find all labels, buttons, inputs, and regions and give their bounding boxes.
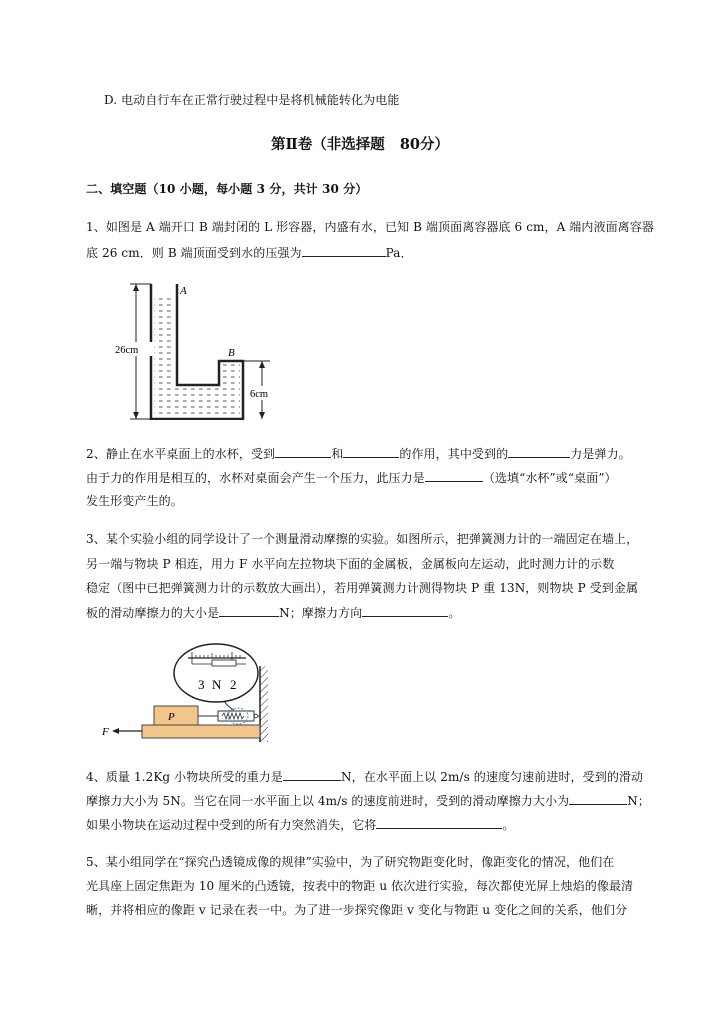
q1-answer-blank[interactable] <box>302 244 386 257</box>
arrow-up-small-icon <box>259 361 265 368</box>
q1-line-1: 1、如图是 A 端开口 B 端封闭的 L 形容器，内盛有水，已知 B 端顶面离容器底 6 cm，A 端内液面离容器 <box>86 220 654 234</box>
q5-line-3: 晰，并将相应的像距 v 记录在表一中。为了进一步探究像距 v 变化与物距 u 变化之间的关系，他们分 <box>86 903 628 917</box>
q3-blank-2[interactable] <box>362 604 448 617</box>
metal-plate <box>142 725 260 738</box>
l-container-figure <box>110 278 280 420</box>
q4-text-e: 如果小物块在运动过程中受到的所有力突然消失，它将 <box>86 818 377 832</box>
q2-text-f: （选填“水杯”或“桌面”） <box>482 471 617 485</box>
q4-text-d: N； <box>627 794 650 808</box>
q3-line-1: 3、某个实验小组的同学设计了一个测量滑动摩擦的实验。如图所示，把弹簧测力计的一端固定在墙上， <box>86 532 639 546</box>
q3-line-4 <box>86 604 460 621</box>
scale-unit: N <box>212 677 222 692</box>
friction-experiment-figure <box>100 640 290 744</box>
q2-blank-1[interactable] <box>275 445 331 458</box>
part-title: 第Ⅱ卷（非选择题 80分） <box>270 136 450 153</box>
q4-blank-3[interactable] <box>376 816 502 829</box>
scale-left-number: 3 <box>198 677 205 692</box>
q1-line-2 <box>86 244 413 261</box>
q2-blank-4[interactable] <box>425 469 483 482</box>
q3-line-3: 稳定（图中已把弹簧测力计的示数放大画出），若用弹簧测力计测得物块 P 重 13N，则物块 P 受到金属 <box>86 581 639 595</box>
arrow-left-icon <box>112 728 119 734</box>
wall-hatch <box>260 666 268 742</box>
q3-line-2: 另一端与物块 P 相连，用力 F 水平向左拉物块下面的金属板，金属板向左运动，此时测力计的示数 <box>86 557 615 571</box>
label-6cm: 6cm <box>250 389 269 400</box>
q4-line-3 <box>86 816 515 833</box>
q2-line-2 <box>86 469 617 486</box>
q1-text: 底 26 cm．则 B 端顶面受到水的压强为 <box>86 246 302 260</box>
q2-text-a: 2、静止在水平桌面上的水杯，受到 <box>86 447 276 461</box>
q3-blank-1[interactable] <box>219 604 279 617</box>
label-26cm: 26cm <box>115 345 139 356</box>
force-label: F <box>102 726 109 738</box>
q4-line-2 <box>86 792 650 809</box>
scale-right-number: 2 <box>230 677 237 692</box>
q5-line-1: 5、某小组同学在“探究凸透镜成像的规律”实验中，为了研究物距变化时，像距变化的情况，他们在 <box>86 855 615 869</box>
option-d: D. 电动自行车在正常行驶过程中是将机械能转化为电能 <box>104 93 400 107</box>
q2-text-d: 力是弹力。 <box>570 447 631 461</box>
q4-text-a: 4、质量 1.2Kg 小物块所受的重力是 <box>86 770 283 784</box>
q2-line-3: 发生形变产生的。 <box>86 494 183 508</box>
block-p <box>154 706 198 725</box>
q2-text-e: 由于力的作用是相互的，水杯对桌面会产生一个压力，此压力是 <box>86 471 425 485</box>
q4-text-b: N，在水平面上以 2m/s 的速度匀速前进时，受到的滑动 <box>341 770 644 784</box>
arrow-down-small-icon <box>259 412 265 419</box>
q1-unit: Pa． <box>385 246 413 260</box>
q4-text-c: 摩擦力大小为 5N。当它在同一水平面上以 4m/s 的速度前进时，受到的滑动摩擦力大小为 <box>86 794 570 808</box>
q2-text-b: 和 <box>331 447 344 461</box>
section-heading: 二、填空题（10 小题，每小题 3 分，共计 30 分） <box>86 182 368 196</box>
q2-text-c: 的作用，其中受到的 <box>399 447 509 461</box>
q3-text-b: N；摩擦力方向 <box>279 606 363 620</box>
bubble-tail <box>224 701 234 710</box>
q2-line-1 <box>86 445 631 462</box>
q4-blank-2[interactable] <box>569 792 627 805</box>
q3-text-c: 。 <box>448 606 461 620</box>
label-b: B <box>228 347 235 359</box>
q2-blank-3[interactable] <box>508 445 570 458</box>
q4-line-1 <box>86 768 643 785</box>
arrow-down-icon <box>133 412 139 419</box>
block-p-label: P <box>168 711 175 723</box>
q3-text-a: 板的滑动摩擦力的大小是 <box>86 606 220 620</box>
q2-blank-2[interactable] <box>343 445 399 458</box>
scale-slider <box>212 660 236 666</box>
q4-blank-1[interactable] <box>283 768 341 781</box>
q4-text-f: 。 <box>502 818 515 832</box>
magnifier-bubble <box>174 644 258 702</box>
arrow-up-icon <box>133 284 139 291</box>
label-a: A <box>180 285 187 297</box>
q5-line-2: 光具座上固定焦距为 10 厘米的凸透镜，按表中的物距 u 依次进行实验，每次都使光屏上烛焰的像最清 <box>86 879 634 893</box>
